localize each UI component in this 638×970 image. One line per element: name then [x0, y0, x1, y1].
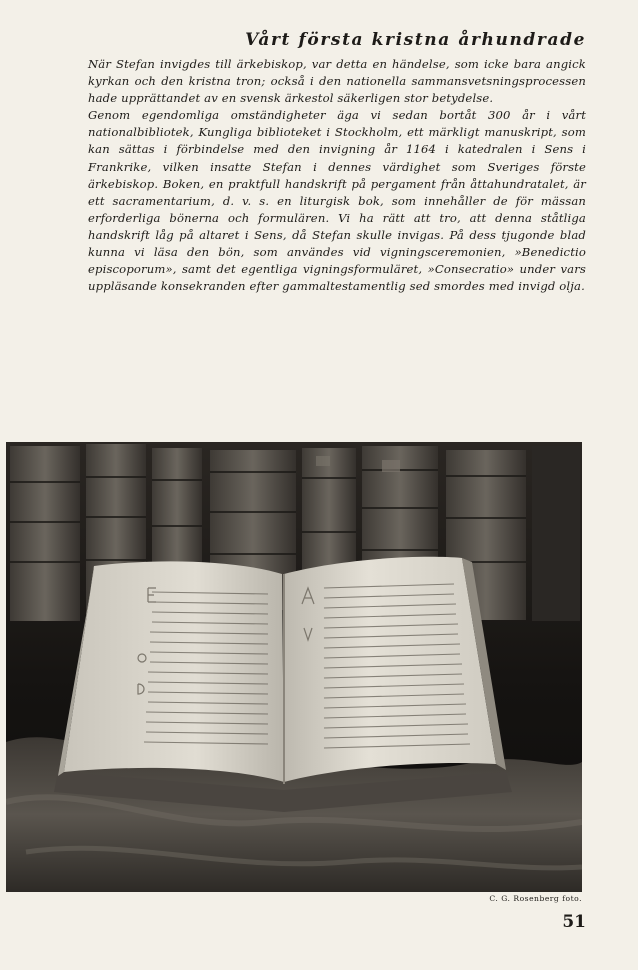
paragraph-2: Genom egendomliga omständigheter äga vi sedan bortåt 300 år i vårt nationalbibliotek, Kungliga biblioteket i Stockholm, ett märkligt manuskript, som kan sättas i förbindelse med den invigning år 1164 i katedralen i Sens i Frankrike, vilken insatte Stefan i dennes värdighet som Sveriges förste ärkebiskop. Boken, en praktfull handskrift på pergament från åttahundratalet, är ett sacramentarium, d. v. s. en liturgisk bok, som innehåller de för mässan erforderliga bönerna och formulären. Vi ha rätt att tro, att denna ståtliga handskrift låg på altaret i Sens, då Stefan skulle invigas. På dess tjugonde blad kunna vi läsa den bön, som användes vid vigningsceremonien, »Benedictio episcoporum», samt det egentliga vigningsformuläret, »Consecratio» under vars uppläsande konsekranden efter gammaltestamentlig sed smordes med invigd olja.	[88, 108, 586, 294]
manuscript-photo	[6, 442, 582, 892]
manuscript-illustration	[6, 442, 582, 892]
photo-credit: C. G. Rosenberg foto.	[489, 894, 582, 903]
page-number: 51	[562, 912, 586, 932]
paragraph-1: När Stefan invigdes till ärkebiskop, var detta en händelse, som icke bara angick kyrkan och den kristna tron; också i den nationella sammansvetsningsprocessen hade upprättandet av en svensk ärkestol säkerligen stor betydelse.	[88, 57, 586, 106]
running-head: Vårt första kristna århundrade	[245, 30, 586, 50]
body-text	[88, 56, 586, 295]
